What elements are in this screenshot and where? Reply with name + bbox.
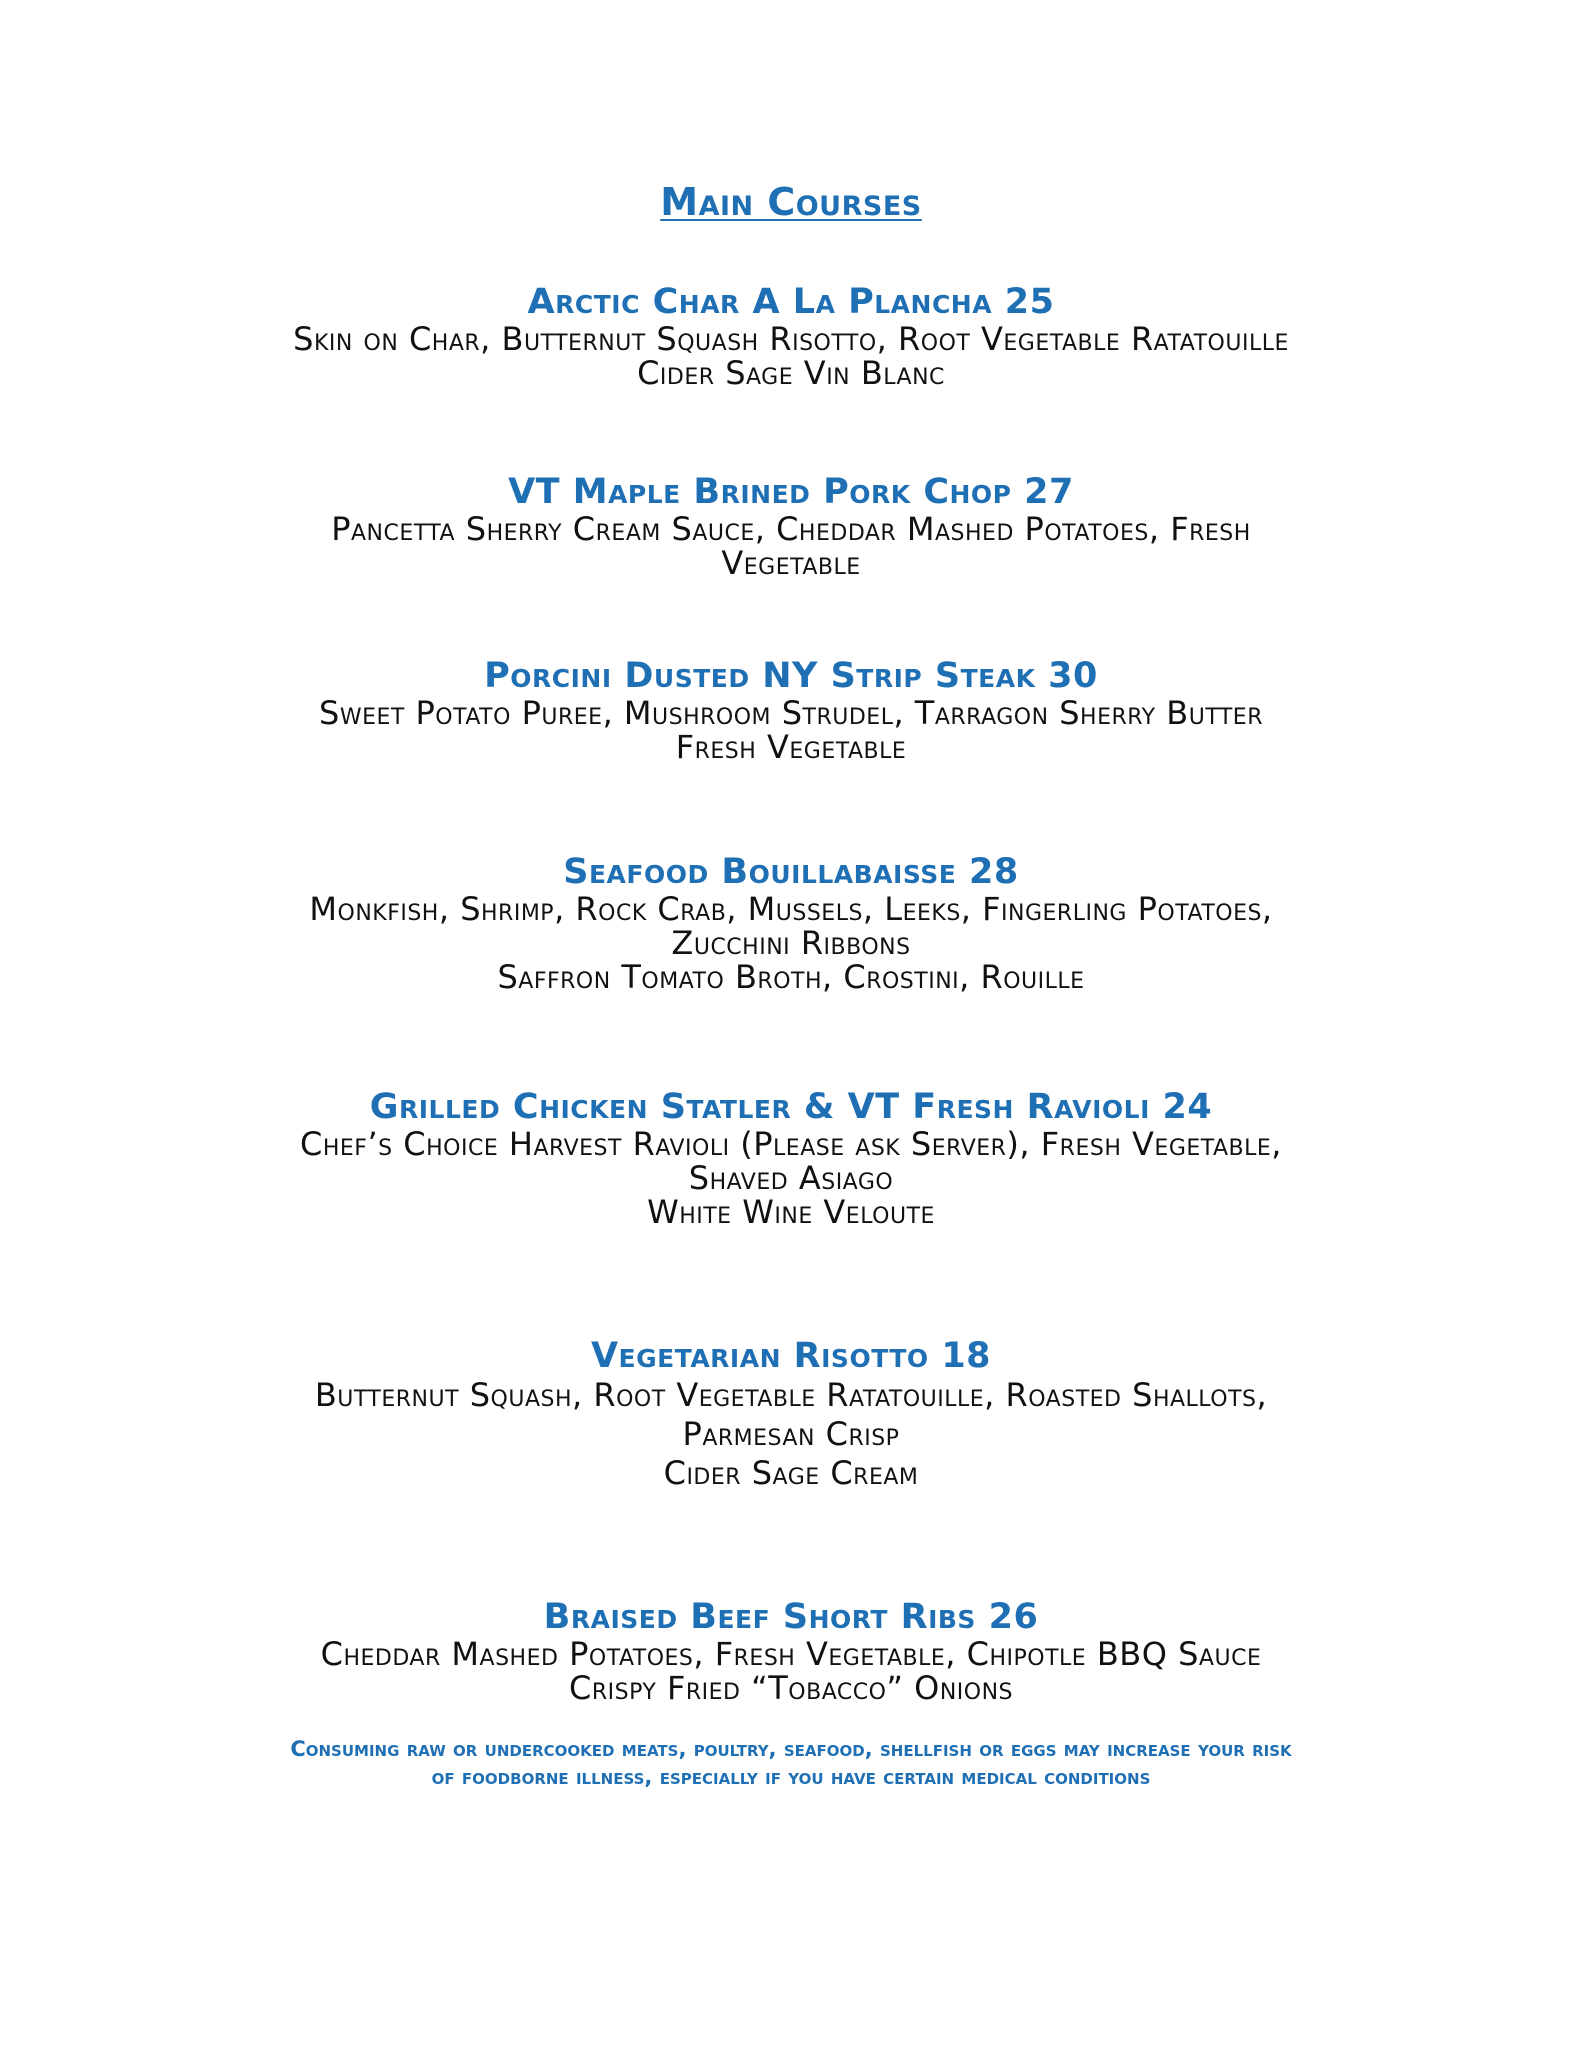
dish-name: Grilled Chicken Statler & VT Fresh Ravioli 24 [369, 1087, 1213, 1127]
dish-description-line: Cider Sage Cream [663, 1454, 919, 1492]
warning-line: of foodborne illness, especially if you have certain medical conditions [431, 1765, 1151, 1789]
dish-description [0, 1127, 1582, 1229]
dish-name: Seafood Bouillabaisse 28 [563, 852, 1019, 892]
menu-item-pork-chop [0, 472, 1582, 580]
dish-description-line: Pancetta Sherry Cream Sauce, Cheddar Mashed Potatoes, Fresh [331, 510, 1251, 548]
menu-item-bouillabaisse [0, 852, 1582, 994]
dish-description-line: Zucchini Ribbons [671, 924, 911, 962]
dish-name: Braised Beef Short Ribs 26 [543, 1597, 1039, 1637]
dish-description-line: White Wine Veloute [647, 1193, 935, 1231]
dish-name: Porcini Dusted NY Strip Steak 30 [484, 656, 1098, 696]
dish-description-line: Chef’s Choice Harvest Ravioli (Please ask Server), Fresh Vegetable, [300, 1125, 1282, 1163]
menu-item-arctic-char [0, 282, 1582, 390]
dish-name: VT Maple Brined Pork Chop 27 [508, 472, 1074, 512]
dish-description-line: Shaved Asiago [688, 1159, 894, 1197]
dish-description-line: Skin on Char, Butternut Squash Risotto, Root Vegetable Ratatouille [293, 320, 1289, 358]
food-safety-warning [0, 1735, 1582, 1791]
dish-description-line: Monkfish, Shrimp, Rock Crab, Mussels, Leeks, Fingerling Potatoes, [309, 890, 1273, 928]
dish-description [0, 696, 1582, 764]
dish-description-line: Fresh Vegetable [675, 728, 907, 766]
dish-description-line: Sweet Potato Puree, Mushroom Strudel, Tarragon Sherry Butter [319, 694, 1263, 732]
dish-description-line: Vegetable [721, 544, 861, 582]
dish-description [0, 322, 1582, 390]
dish-description [0, 1637, 1582, 1705]
dish-description-line: Cider Sage Vin Blanc [637, 354, 945, 392]
warning-line: Consuming raw or undercooked meats, poultry, seafood, shellfish or eggs may increase your risk [290, 1737, 1292, 1761]
menu-item-chicken-statler [0, 1087, 1582, 1229]
dish-description-line: Crispy Fried “Tobacco” Onions [568, 1669, 1014, 1707]
menu-item-short-ribs [0, 1597, 1582, 1705]
page-title: Main Courses [660, 180, 922, 224]
menu-item-vegetarian-risotto [0, 1336, 1582, 1493]
dish-name: Vegetarian Risotto 18 [590, 1336, 992, 1376]
dish-description-line: Saffron Tomato Broth, Crostini, Rouille [497, 958, 1085, 996]
dish-description [0, 512, 1582, 580]
dish-name: Arctic Char A La Plancha 25 [527, 282, 1055, 322]
dish-description-line: Butternut Squash, Root Vegetable Ratatouille, Roasted Shallots, [314, 1376, 1268, 1414]
dish-description [0, 1376, 1582, 1493]
dish-description-line: Cheddar Mashed Potatoes, Fresh Vegetable, Chipotle BBQ Sauce [320, 1635, 1262, 1673]
menu-item-strip-steak [0, 656, 1582, 764]
dish-description-line: Parmesan Crisp [682, 1415, 900, 1453]
dish-description [0, 892, 1582, 994]
